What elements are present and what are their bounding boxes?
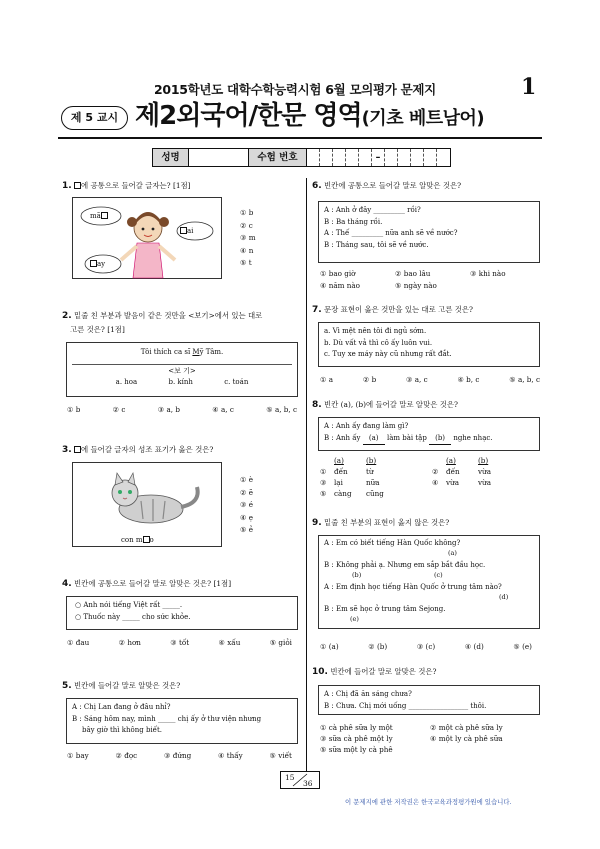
bogi-label: <보 기> — [72, 364, 292, 378]
header-rule — [58, 137, 542, 139]
subject-title — [135, 100, 484, 133]
choice: a. hoa — [115, 378, 138, 387]
option[interactable]: ② c — [240, 220, 253, 230]
blank-b: (b) — [429, 433, 451, 446]
option[interactable]: ⑤ (e) — [513, 642, 532, 651]
exam-no-cell[interactable] — [320, 149, 333, 166]
q5-line-b2: bây giờ thì không biết. — [82, 726, 163, 735]
option[interactable]: ③ tốt — [170, 638, 190, 647]
q2-choices — [72, 377, 292, 389]
subject-sub: (기초 베트남어) — [361, 108, 485, 129]
option[interactable]: ④ a, c — [212, 405, 234, 414]
q4-options — [67, 638, 292, 647]
option[interactable]: ③ đứng — [164, 751, 192, 760]
option[interactable]: ④ (d) — [464, 642, 484, 651]
page-number: 1 — [521, 74, 537, 100]
option-row[interactable]: ⑤ càng cũng — [320, 489, 384, 499]
copyright-notice: 이 문제지에 관한 저작권은 한국교육과정평가원에 있습니다. — [345, 798, 512, 806]
option[interactable]: ⑤ ngày nào — [395, 280, 437, 290]
option[interactable]: ② bao lâu — [395, 269, 431, 278]
page-current: 15 — [285, 773, 295, 782]
q8-prompt: 8. 빈칸 (a), (b)에 들어갈 말로 알맞은 것은? — [312, 400, 458, 410]
q9-line: A : Em định học tiếng Hàn Quốc ở trung tâm nào? (d) — [324, 583, 509, 601]
q6-prompt: 6. 빈칸에 공통으로 들어갈 말로 알맞은 것은? — [312, 181, 462, 191]
q5-line-b1: B : Sáng hôm nay, mình _____ chị ấy ở thư viện nhưng — [72, 714, 262, 723]
option[interactable]: ③ (c) — [416, 642, 436, 651]
q9-line: B : Em sẽ học ở trung tâm Sejong. (e) — [324, 605, 446, 623]
q5-options — [67, 751, 292, 760]
q4-line-2: ○ Thuốc này _____ cho sức khỏe. — [75, 612, 191, 621]
option[interactable]: ① bay — [67, 751, 89, 760]
blank-square-icon — [74, 182, 81, 189]
option-row[interactable]: ① đến từ ② đến vừa — [320, 467, 491, 477]
option[interactable]: ② một cà phê sữa ly — [430, 723, 503, 732]
blank-square-icon — [101, 212, 108, 219]
blank-square-icon — [74, 446, 81, 453]
page-total: 36 — [303, 779, 313, 788]
col-a-header: (a) — [334, 456, 344, 465]
q8-line: A : Anh ấy đang làm gì? — [324, 422, 409, 430]
exam-no-cell[interactable] — [385, 149, 398, 166]
option[interactable]: ③ a, c — [406, 375, 428, 384]
option[interactable]: ⑤ a, b, c — [266, 405, 297, 414]
blank-square-icon — [90, 260, 97, 267]
option[interactable]: ⑤ sữa một ly cà phê — [320, 745, 393, 755]
name-label: 성명 — [153, 149, 189, 166]
q9-prompt: 9. 밑줄 친 부분의 표현이 옳지 않은 것은? — [312, 518, 450, 528]
name-field[interactable] — [189, 149, 249, 166]
q2-options — [67, 405, 297, 414]
q9-box — [318, 535, 540, 629]
subject-main: 제2외국어/한문 영역 — [135, 101, 362, 131]
option[interactable]: ⑤ viết — [269, 751, 292, 760]
choice: b. kính — [168, 378, 193, 387]
option[interactable]: ① đau — [67, 638, 90, 647]
q5-line-a: A : Chị Lan đang ở đâu nhỉ? — [72, 703, 171, 711]
option[interactable]: ③ é — [240, 500, 253, 510]
q4-prompt: 4. 빈칸에 공통으로 들어갈 말로 알맞은 것은? [1점] — [62, 579, 232, 589]
q3-prompt: 3. 에 들어갈 글자의 성조 표기가 옳은 것은? — [62, 445, 214, 455]
q7-prompt: 7. 문장 표현이 옳은 것만을 있는 대로 고른 것은? — [312, 305, 473, 315]
name-examno-box — [152, 148, 451, 167]
option[interactable]: ⑤ ẻ — [240, 525, 253, 535]
q10-line: A : Chị đã ăn sáng chưa? — [324, 690, 412, 698]
option[interactable]: ① cà phê sữa ly một — [320, 723, 393, 732]
option[interactable]: ① bao giờ — [320, 269, 356, 278]
q7-line: c. Tuy xe máy này cũ nhưng rất đắt. — [324, 350, 452, 359]
exam-no-cell[interactable] — [437, 149, 450, 166]
exam-no-dash: – — [372, 149, 385, 166]
q8-box — [318, 417, 540, 451]
option[interactable]: ① b — [240, 208, 254, 217]
cat-illustration-icon — [73, 463, 223, 533]
option-row[interactable]: ③ lại nữa ④ vừa vừa — [320, 478, 491, 488]
q7-line: b. Dù vất vả thì cô ấy luôn vui. — [324, 338, 433, 347]
q6-line: B : Tháng sau, tôi sẽ về nước. — [324, 240, 429, 249]
q6-line: A : Thế _________ nữa anh sẽ về nước? — [324, 229, 458, 238]
choice: c. toán — [224, 378, 249, 387]
q10-prompt: 10. 빈칸에 들어갈 말로 알맞은 것은? — [312, 667, 437, 677]
q6-options — [320, 268, 540, 291]
q2-box — [66, 342, 298, 397]
option[interactable]: ④ ẹ — [240, 512, 253, 522]
exam-title: 2015학년도 대학수학능력시험 6월 모의평가 문제지 — [154, 82, 436, 97]
col-b-header: (b) — [478, 456, 489, 465]
option[interactable]: ② ẽ — [240, 487, 253, 497]
q4-line-1: ○ Anh nói tiếng Việt rất _____. — [75, 601, 183, 609]
col-a-header: (a) — [446, 456, 456, 465]
option[interactable]: ③ m — [240, 233, 256, 243]
q10-line: B : Chưa. Chị mới uống _________________ thôi. — [324, 701, 487, 710]
exam-no-cell[interactable] — [346, 149, 359, 166]
exam-no-label: 수험 번호 — [249, 149, 307, 166]
option[interactable]: ② đọc — [115, 751, 138, 760]
q10-box — [318, 685, 540, 715]
option[interactable]: ④ thấy — [218, 751, 243, 760]
q3-options — [240, 474, 253, 537]
q10-options — [320, 722, 540, 755]
q3-caption: con m o — [121, 536, 154, 544]
blank-square-icon — [143, 536, 150, 543]
blank-square-icon — [180, 227, 187, 234]
q6-line: A : Anh ở đây _________ rồi? — [324, 206, 421, 214]
q1-prompt: 1. 에 공통으로 들어갈 글자는? [1점] — [62, 181, 191, 191]
column-divider — [306, 178, 307, 772]
exam-no-cell[interactable] — [307, 149, 320, 166]
q9-line: A : Em có biết tiếng Hàn Quốc không? (a) — [324, 539, 461, 557]
option[interactable]: ⑤ t — [240, 258, 252, 268]
option[interactable]: ④ một ly cà phê sữa — [430, 734, 503, 744]
q9-options — [320, 642, 532, 651]
q7-options — [320, 375, 540, 384]
q9-line: B : Không phải ạ. Nhưng em sắp bắt đầu học. (b) (c) — [324, 561, 486, 579]
exam-no-cell[interactable] — [359, 149, 372, 166]
option[interactable]: ① a — [320, 375, 334, 384]
option[interactable]: ② b — [362, 375, 377, 384]
page-counter — [280, 771, 320, 789]
option[interactable]: ⑤ a, b, c — [509, 375, 540, 384]
option[interactable]: ④ xấu — [218, 638, 241, 647]
option[interactable]: ④ năm nào — [320, 280, 360, 290]
col-b-header: (b) — [366, 456, 377, 465]
q8-line-b: B : Anh ấy (a) làm bài tập (b) nghe nhạc. — [324, 433, 534, 446]
option[interactable]: ① b — [67, 405, 81, 414]
q8-options — [320, 455, 540, 500]
option[interactable]: ⑤ giỏi — [269, 638, 292, 647]
option[interactable]: ② (b) — [368, 642, 388, 651]
option[interactable]: ③ khi nào — [470, 269, 506, 278]
option[interactable]: ② c — [112, 405, 126, 414]
option[interactable]: ① (a) — [320, 642, 339, 651]
q6-line: B : Ba tháng rồi. — [324, 217, 383, 226]
blank-a: (a) — [363, 433, 385, 446]
q1-bubble-2: ai — [180, 227, 193, 236]
q1-options — [240, 207, 256, 270]
exam-no-cell[interactable] — [424, 149, 437, 166]
q7-box — [318, 322, 540, 367]
option[interactable]: ④ b, c — [457, 375, 480, 384]
option[interactable]: ③ sữa cà phê một ly — [320, 734, 393, 744]
option[interactable]: ① è — [240, 475, 253, 484]
session-badge: 제 5 교시 — [61, 106, 128, 130]
q1-bubble-3: ay — [90, 260, 105, 269]
q1-bubble-1: mã — [90, 212, 108, 221]
q6-box — [318, 201, 540, 263]
exam-no-cell[interactable] — [333, 149, 346, 166]
q2-prompt: 2. 밑줄 친 부분과 발음이 같은 것만을 <보기>에서 있는 대로 고른 것은? [1점] — [62, 311, 263, 335]
option[interactable]: ④ n — [240, 245, 254, 255]
exam-no-cell[interactable] — [411, 149, 424, 166]
q3-image-box — [72, 462, 222, 547]
exam-no-cell[interactable] — [398, 149, 411, 166]
q7-line: a. Vì mệt nên tôi đi ngủ sớm. — [324, 327, 427, 335]
q5-box — [66, 698, 298, 744]
option[interactable]: ③ a, b — [157, 405, 180, 414]
q4-box — [66, 596, 298, 630]
q5-prompt: 5. 빈칸에 들어갈 말로 알맞은 것은? — [62, 681, 181, 691]
q2-sentence: Tôi thích ca sĩ Mỹ Tâm. — [140, 348, 224, 356]
option[interactable]: ② hơn — [118, 638, 141, 647]
